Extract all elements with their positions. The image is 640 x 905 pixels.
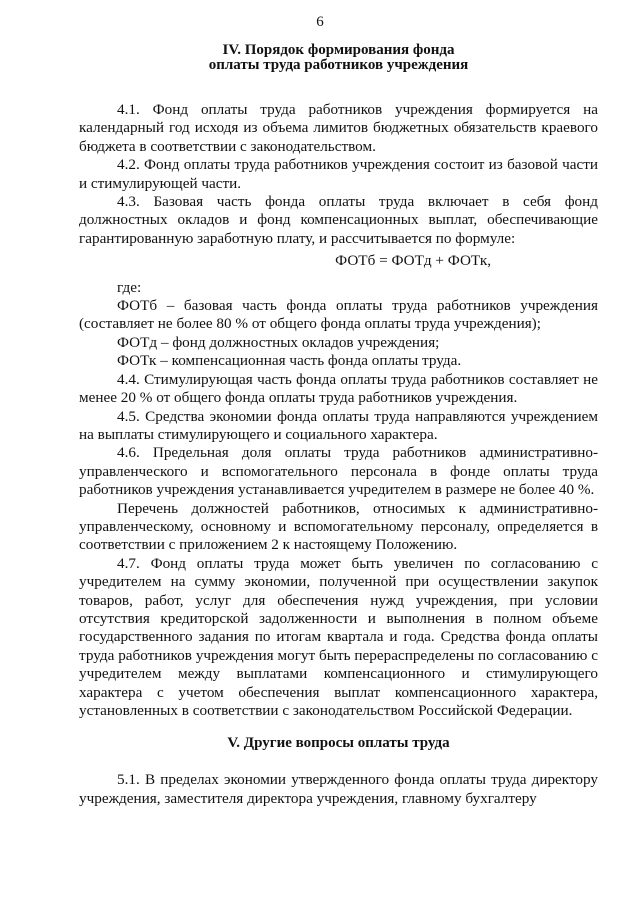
formula: ФОТб = ФОТд + ФОТк, [335,252,491,270]
section-4-title-line2: оплаты труда работников учреждения [208,57,469,73]
paragraph-5-1: 5.1. В пределах экономии утвержденного фонда оплаты труда директору учреждения, заместителя директора учреждения, главному бухгалтеру [79,771,598,807]
paragraph-4-5: 4.5. Средства экономии фонда оплаты труда направляются учреждением на выплаты стимулирующего и социального характера. [79,407,598,443]
definition-fotb: ФОТб – базовая часть фонда оплаты труда работников учреждения (составляет не более 80 % от общего фонда оплаты труда учреждения); [79,297,598,333]
paragraph-4-7: 4.7. Фонд оплаты труда может быть увеличен по согласованию с учредителем на сумму экономии, полученной при осуществлении закупок товаров, работ, услуг для обеспечения нужд учреждения, при условии отсутствия кредиторской задолженности и выполнения в полном объеме государственного задания по итогам квартала и года. Средства фонда оплаты труда работников учреждения могут быть перераспределены по согласованию с учредителем между выплатами компенсационного и стимулирующего характера с учетом обеспечения выплат компенсационного характера, установленных в соответствии с законодательством Российской Федерации. [79,554,598,719]
paragraph-4-1: 4.1. Фонд оплаты труда работников учреждения формируется на календарный год исходя из объема лимитов бюджетных обязательств краевого бюджета в соответствии с законодательством. [79,101,598,155]
definition-fotd: ФОТд – фонд должностных окладов учреждения; [117,333,440,351]
paragraph-4-2: 4.2. Фонд оплаты труда работников учреждения состоит из базовой части и стимулирующей части. [79,156,598,192]
document-body [79,43,598,808]
where-label: где: [117,278,142,296]
section-5-heading: V. Другие вопросы оплаты труда [227,735,450,752]
paragraph-4-4: 4.4. Стимулирующая часть фонда оплаты труда работников составляет не менее 20 % от общего фонда оплаты труда работников учреждения. [79,370,598,407]
definition-fotk: ФОТк – компенсационная часть фонда оплаты труда. [117,352,462,370]
section-4-heading [79,43,598,73]
paragraph-4-3: 4.3. Базовая часть фонда оплаты труда включает в себя фонд должностных окладов и фонд компенсационных выплат, обеспечивающие гарантированную заработную плату, и рассчитывается по формуле: [79,193,598,247]
page-number: 6 [316,14,324,30]
paragraph-positions-list: Перечень должностей работников, относимых к административно-управленческому, основному и вспомогательному персоналу, определяется в соответствии с приложением 2 к настоящему Положению. [79,499,598,554]
paragraph-4-6: 4.6. Предельная доля оплаты труда работников административно-управленческого и вспомогательного персонала в фонде оплаты труда работников учреждения устанавливается учредителем в размере не более 40 %. [79,444,598,499]
section-4-title-line1: IV. Порядок формирования фонда [222,42,455,58]
